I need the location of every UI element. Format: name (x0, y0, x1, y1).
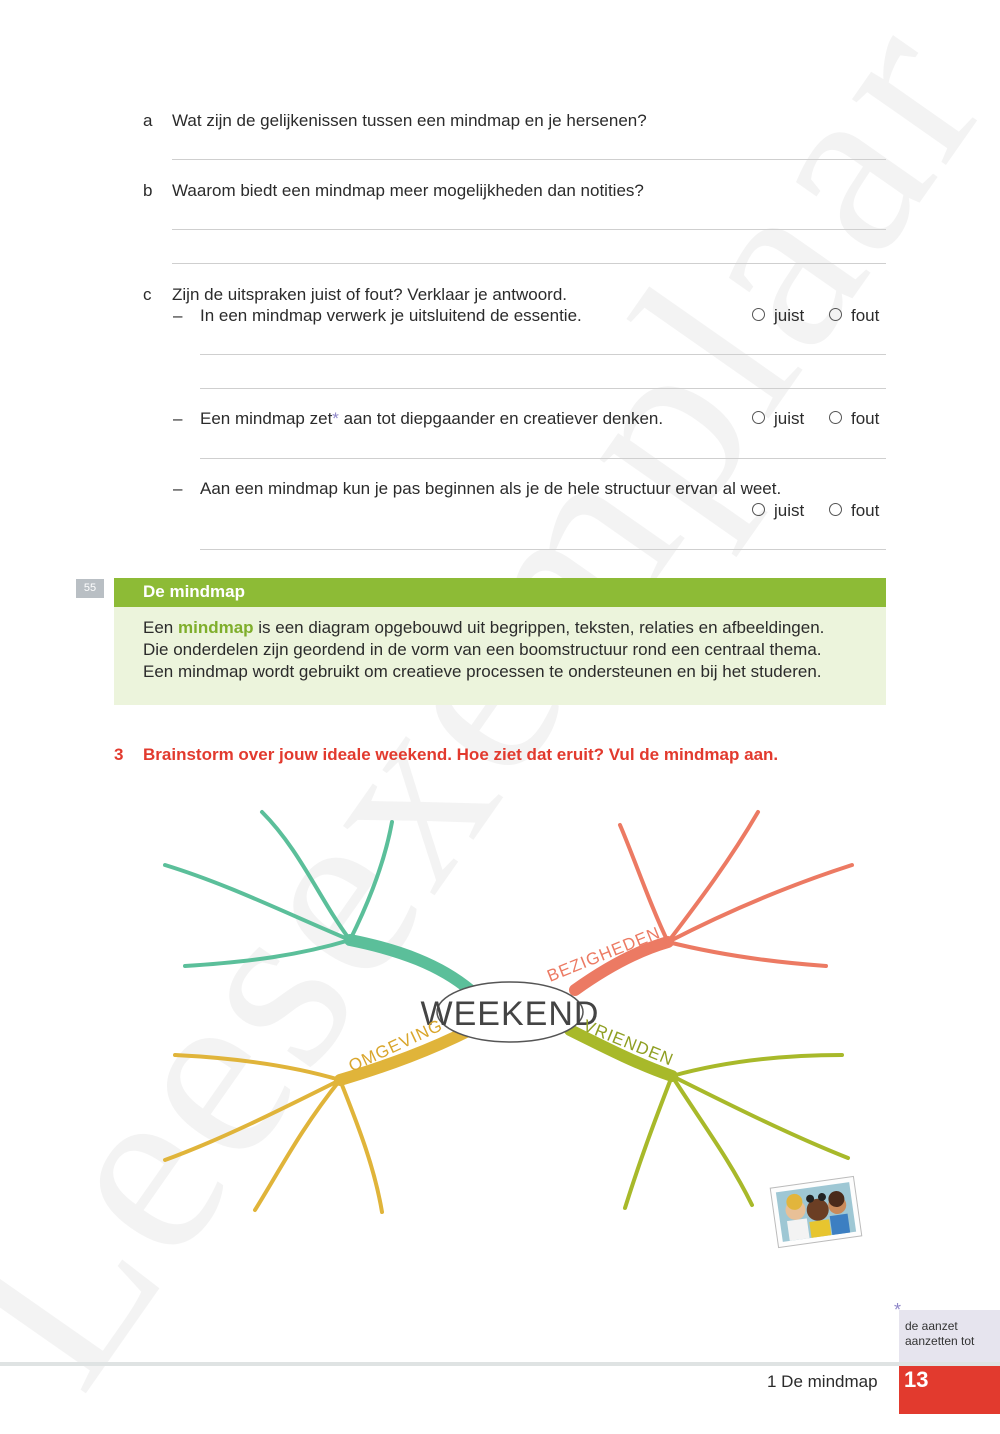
glossary-star-icon: * (332, 409, 339, 428)
chapter-title: 1 De mindmap (767, 1372, 878, 1391)
option-juist-1[interactable]: juist (752, 305, 804, 327)
statement-dash: – (173, 479, 183, 498)
mindmap-branch-top-right (575, 812, 852, 990)
glossary-star-icon: * (894, 1300, 902, 1320)
highlight-term: mindmap (177, 618, 254, 637)
question-b-letter: b (143, 181, 153, 200)
statement-1-text: In een mindmap verwerk je uitsluitend de essentie. (200, 306, 582, 325)
infobox-title: De mindmap (143, 582, 246, 601)
question-a-letter: a (143, 111, 153, 130)
exercise-3-text: Brainstorm over jouw ideale weekend. Hoe ziet dat eruit? Vul de mindmap aan. (143, 745, 779, 764)
mindmap-branch-bottom-right (570, 1030, 848, 1208)
question-a-text: Wat zijn de gelijkenissen tussen een mindmap en je hersenen? (172, 111, 647, 130)
mindmap-branch-bottom-left (165, 1030, 470, 1212)
option-juist-3[interactable]: juist (752, 500, 804, 522)
question-b-text: Waarom biedt een mindmap meer mogelijkheden dan notities? (172, 181, 644, 200)
option-fout-2[interactable]: fout (829, 408, 879, 430)
option-juist-2[interactable]: juist (752, 408, 804, 430)
footer-rule (0, 1362, 1000, 1366)
question-c-text: Zijn de uitspraken juist of fout? Verklaar je antwoord. (172, 285, 567, 304)
statement-3-text: Aan een mindmap kun je pas beginnen als je de hele structuur ervan al weet. (200, 479, 782, 498)
mindmap-branch-top-left (165, 812, 470, 990)
glossary-term: de aanzet (905, 1319, 958, 1333)
glossary-definition: aanzetten tot (905, 1334, 975, 1348)
option-fout-3[interactable]: fout (829, 500, 879, 522)
exercise-3-number: 3 (114, 745, 124, 764)
friends-photo-icon (770, 1176, 862, 1247)
page-number: 13 (904, 1367, 929, 1392)
statement-dash: – (173, 306, 183, 325)
infobox-line-3: Een mindmap wordt gebruikt om creatieve processen te ondersteunen en bij het studeren. (143, 662, 822, 681)
option-fout-1[interactable]: fout (829, 305, 879, 327)
mindmap-label-vrienden: VRIENDEN (580, 1016, 677, 1070)
infobox-line-1: Een mindmap is een diagram opgebouwd uit begrippen, teksten, relaties en afbeeldingen. (143, 618, 825, 637)
mindmap-label-omgeving: OMGEVING (345, 1015, 446, 1076)
question-c-letter: c (143, 285, 152, 304)
infobox-line-2: Die onderdelen zijn geordend in de vorm van een boomstructuur rond een centraal thema. (143, 640, 822, 659)
statement-2-text: Een mindmap zet* aan tot diepgaander en creatiever denken. (200, 409, 664, 428)
theory-number-badge: 55 (76, 579, 104, 598)
statement-dash: – (173, 409, 183, 428)
mindmap-center-label: WEEKEND (420, 995, 600, 1033)
mindmap-label-bezigheden: BEZIGHEDEN (544, 922, 664, 986)
